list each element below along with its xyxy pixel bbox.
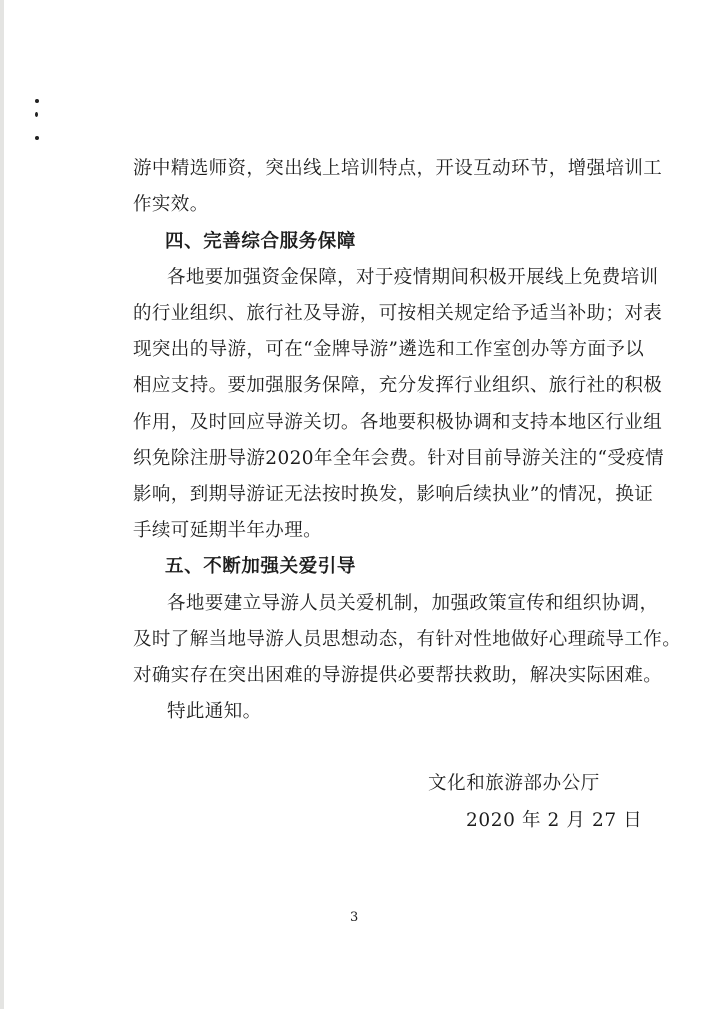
body-line: 的行业组织、旅行社及导游，可按相关规定给予适当补助；对表 bbox=[133, 303, 663, 324]
body-line: 各地要建立导游人员关爱机制，加强政策宣传和组织协调， bbox=[167, 593, 659, 614]
closing-line: 特此通知。 bbox=[167, 701, 262, 722]
section-heading-5: 五、不断加强关爱引导 bbox=[165, 556, 357, 577]
body-line: 现突出的导游，可在“金牌导游”遴选和工作室创办等方面予以 bbox=[133, 339, 645, 360]
section-heading-4: 四、完善综合服务保障 bbox=[165, 231, 357, 252]
body-line: 作实效。 bbox=[133, 194, 209, 215]
body-line: 及时了解当地导游人员思想动态，有针对性地做好心理疏导工作。 bbox=[133, 629, 682, 650]
signature-organization: 文化和旅游部办公厅 bbox=[428, 773, 600, 794]
scan-speck bbox=[35, 112, 38, 117]
body-line: 各地要加强资金保障，对于疫情期间积极开展线上免费培训 bbox=[167, 267, 659, 288]
body-line: 作用，及时回应导游关切。各地要积极协调和支持本地区行业组 bbox=[133, 412, 663, 433]
signature-date: 2020 年 2 月 27 日 bbox=[466, 810, 643, 831]
scan-speck bbox=[35, 99, 39, 103]
scan-edge bbox=[0, 0, 4, 1009]
scan-speck bbox=[35, 136, 39, 140]
body-line: 相应支持。要加强服务保障，充分发挥行业组织、旅行社的积极 bbox=[133, 375, 663, 396]
body-line: 对确实存在突出困难的导游提供必要帮扶救助，解决实际困难。 bbox=[133, 665, 663, 686]
body-line: 影响，到期导游证无法按时换发，影响后续执业”的情况，换证 bbox=[133, 484, 654, 505]
page-number: 3 bbox=[350, 910, 359, 925]
body-line: 游中精选师资，突出线上培训特点，开设互动环节，增强培训工 bbox=[133, 158, 663, 179]
body-line: 织免除注册导游2020年全年会费。针对目前导游关注的“受疫情 bbox=[133, 448, 665, 469]
body-line: 手续可延期半年办理。 bbox=[133, 520, 323, 541]
